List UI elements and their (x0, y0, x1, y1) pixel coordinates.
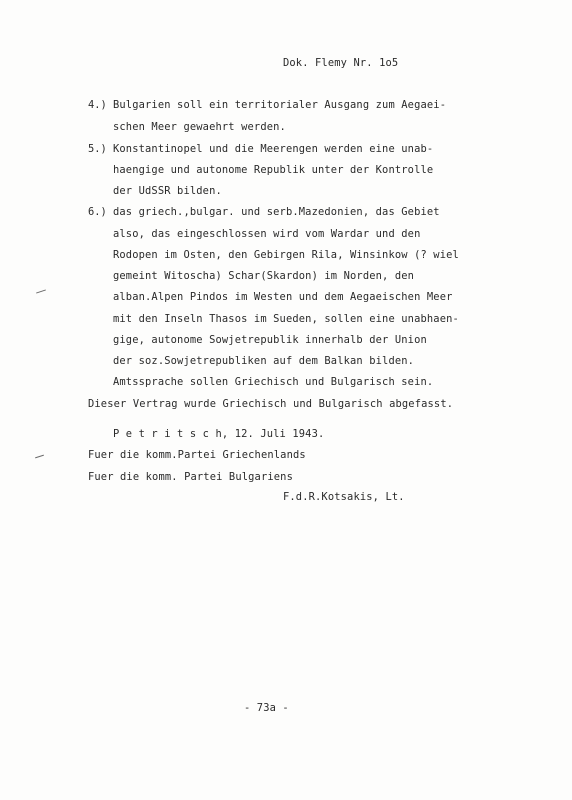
margin-mark (35, 455, 44, 459)
item-number-4: 4.) (88, 99, 107, 111)
signatory-greece: Fuer die komm.Partei Griechenlands (88, 449, 306, 461)
item-6-line-8: der soz.Sowjetrepubliken auf dem Balkan bilden. (113, 355, 415, 367)
item-6-line-6: mit den Inseln Thasos im Sueden, sollen eine unabhaen- (113, 313, 459, 325)
item-4-line-1: Bulgarien soll ein territorialer Ausgang zum Aegaei- (113, 99, 447, 111)
signatory-bulgaria: Fuer die komm. Partei Bulgariens (88, 471, 293, 483)
page-number: - 73a - (244, 702, 289, 714)
document-reference: Dok. Flemy Nr. 1o5 (283, 57, 399, 69)
item-5-line-2: haengige und autonome Republik unter der Kontrolle (113, 164, 434, 176)
item-6-line-9: Amtssprache sollen Griechisch und Bulgarisch sein. (113, 376, 434, 388)
item-6-line-3: Rodopen im Osten, den Gebirgen Rila, Winsinkow (? wiel (113, 249, 459, 261)
item-5-line-1: Konstantinopel und die Meerengen werden eine unab- (113, 143, 434, 155)
certification: F.d.R.Kotsakis, Lt. (283, 491, 405, 503)
item-6-line-1: das griech.,bulgar. und serb.Mazedonien, das Gebiet (113, 206, 440, 218)
item-6-line-4: gemeint Witoscha) Schar(Skardon) im Norden, den (113, 270, 415, 282)
place-date: P e t r i t s c h, 12. Juli 1943. (113, 428, 325, 440)
item-number-5: 5.) (88, 143, 107, 155)
item-6-line-7: gige, autonome Sowjetrepublik innerhalb der Union (113, 334, 427, 346)
item-number-6: 6.) (88, 206, 107, 218)
item-6-line-5: alban.Alpen Pindos im Westen und dem Aegaeischen Meer (113, 291, 453, 303)
item-6-line-2: also, das eingeschlossen wird vom Wardar und den (113, 228, 421, 240)
closing-line: Dieser Vertrag wurde Griechisch und Bulgarisch abgefasst. (88, 398, 454, 410)
item-5-line-3: der UdSSR bilden. (113, 185, 222, 197)
item-4-line-2: schen Meer gewaehrt werden. (113, 121, 286, 133)
margin-mark (36, 289, 46, 293)
